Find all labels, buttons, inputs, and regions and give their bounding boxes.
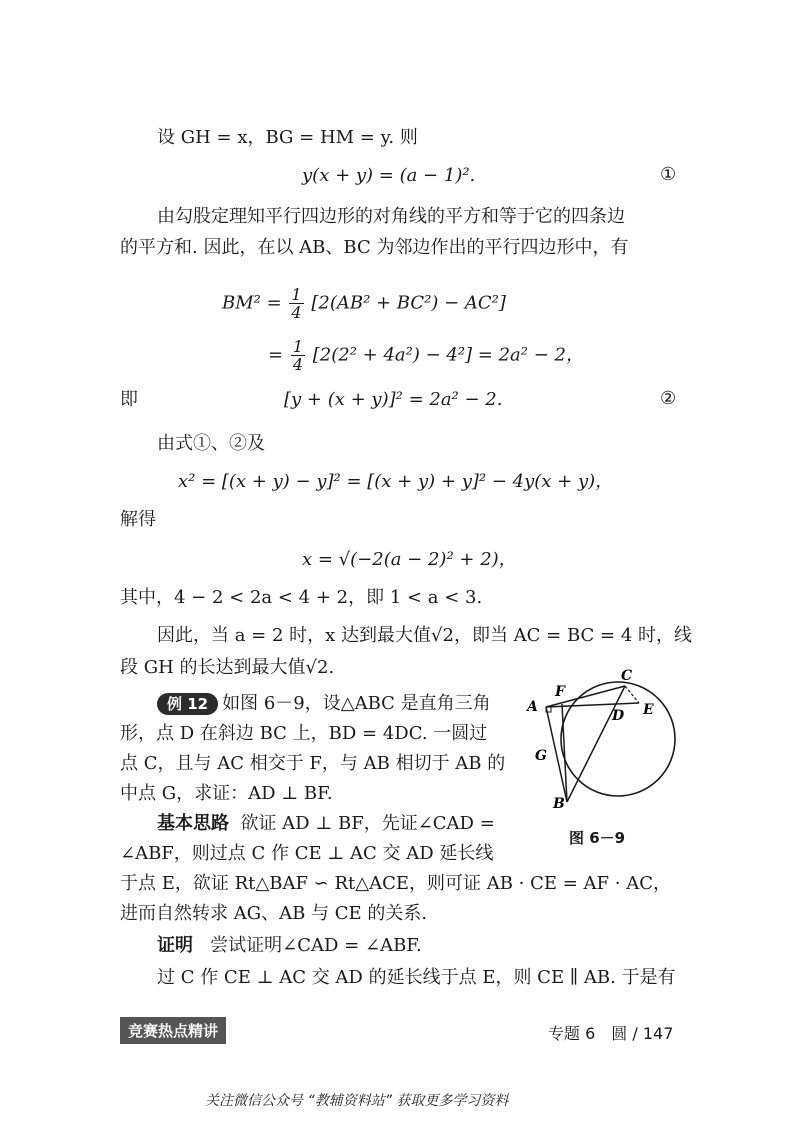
text-line: 设 GH = x，BG = HM = y. 则 bbox=[157, 127, 418, 148]
equation-1: y(x + y) = (a − 1)². bbox=[302, 165, 476, 186]
text-line: 形，点 D 在斜边 BC 上，BD = 4DC. 一圆过 bbox=[120, 723, 488, 744]
fraction-numerator: 1 bbox=[291, 285, 302, 304]
equation-bm-2 bbox=[268, 338, 584, 373]
text-line: 进而自然转求 AG、AB 与 CE 的关系. bbox=[120, 903, 428, 924]
text-line: 其中，4 − 2 < 2a < 4 + 2，即 1 < a < 3. bbox=[120, 587, 483, 608]
fraction-denominator: 4 bbox=[291, 303, 302, 322]
equation-2: [y + (x + y)]² = 2a² − 2. bbox=[284, 389, 503, 410]
proof-label: 证明 bbox=[157, 935, 193, 956]
geometry-figure bbox=[515, 662, 690, 812]
proof-line bbox=[157, 934, 422, 958]
equation-number-1: ① bbox=[660, 164, 677, 185]
label-c: C bbox=[621, 668, 633, 684]
fraction bbox=[291, 338, 305, 373]
think-line bbox=[157, 812, 495, 836]
proof-text: 尝试证明∠CAD = ∠ABF. bbox=[210, 935, 422, 956]
text-line: 于点 E，欲证 Rt△BAF ∽ Rt△ACE，则可证 AB · CE = AF · AC， bbox=[120, 873, 671, 894]
segment-ce bbox=[625, 686, 639, 703]
fraction-numerator: 1 bbox=[292, 337, 304, 356]
label-e: E bbox=[643, 702, 654, 718]
footer-section-tag: 竞赛热点精讲 bbox=[120, 1017, 226, 1044]
think-label: 基本思路 bbox=[157, 813, 229, 834]
label-a: A bbox=[527, 699, 538, 715]
text-line: 段 GH 的长达到最大值√2. bbox=[120, 657, 335, 678]
fraction-denominator: 4 bbox=[292, 355, 304, 374]
fraction bbox=[289, 286, 303, 321]
text-line: 点 C，且与 AC 相交于 F，与 AB 相切于 AB 的 bbox=[120, 753, 506, 774]
equation-bm-right: [2(AB² + BC²) − AC²] bbox=[311, 292, 506, 314]
label-d: D bbox=[612, 708, 625, 724]
equation-number-2: ② bbox=[660, 388, 677, 409]
text-ji: 即 bbox=[120, 389, 138, 410]
equation-3: x² = [(x + y) − y]² = [(x + y) + y]² − 4y(x + y)， bbox=[178, 471, 614, 492]
label-g: G bbox=[535, 748, 547, 764]
text-line: ∠ABF，则过点 C 作 CE ⊥ AC 交 AD 延长线 bbox=[120, 843, 494, 864]
equation-bm-left: BM² = bbox=[222, 292, 282, 314]
label-f: F bbox=[555, 684, 565, 700]
text-line: 中点 G，求证：AD ⊥ BF. bbox=[120, 783, 333, 804]
footer-page-info: 专题 6 圆 / 147 bbox=[548, 1024, 674, 1043]
text-line: 的平方和. 因此，在以 AB、BC 为邻边作出的平行四边形中，有 bbox=[120, 237, 629, 258]
text-line: 解得 bbox=[120, 509, 156, 530]
text-line: 由勾股定理知平行四边形的对角线的平方和等于它的四条边 bbox=[157, 206, 625, 227]
example-title bbox=[157, 692, 491, 716]
figure-caption: 图 6－9 bbox=[569, 829, 626, 847]
think-text: 欲证 AD ⊥ BF，先证∠CAD = bbox=[240, 813, 495, 834]
equation-bm2-left: = bbox=[268, 344, 284, 366]
equation-bm bbox=[222, 286, 506, 321]
text-line: 由式①、②及 bbox=[157, 433, 265, 454]
watermark: 关注微信公众号 “教辅资料站” 获取更多学习资料 bbox=[205, 1093, 509, 1109]
text-line: 过 C 作 CE ⊥ AC 交 AD 的延长线于点 E，则 CE ∥ AB. 于是有 bbox=[157, 967, 676, 988]
example-badge: 例 12 bbox=[157, 693, 218, 715]
equation-bm2-right: [2(2² + 4a²) − 4²] = 2a² − 2， bbox=[312, 344, 584, 366]
example-text: 如图 6－9，设△ABC 是直角三角 bbox=[222, 693, 491, 714]
text-line: 因此，当 a = 2 时，x 达到最大值√2，即当 AC = BC = 4 时，线 bbox=[157, 625, 692, 646]
equation-4: x = √(−2(a − 2)² + 2)， bbox=[302, 549, 517, 570]
label-b: B bbox=[553, 796, 565, 812]
